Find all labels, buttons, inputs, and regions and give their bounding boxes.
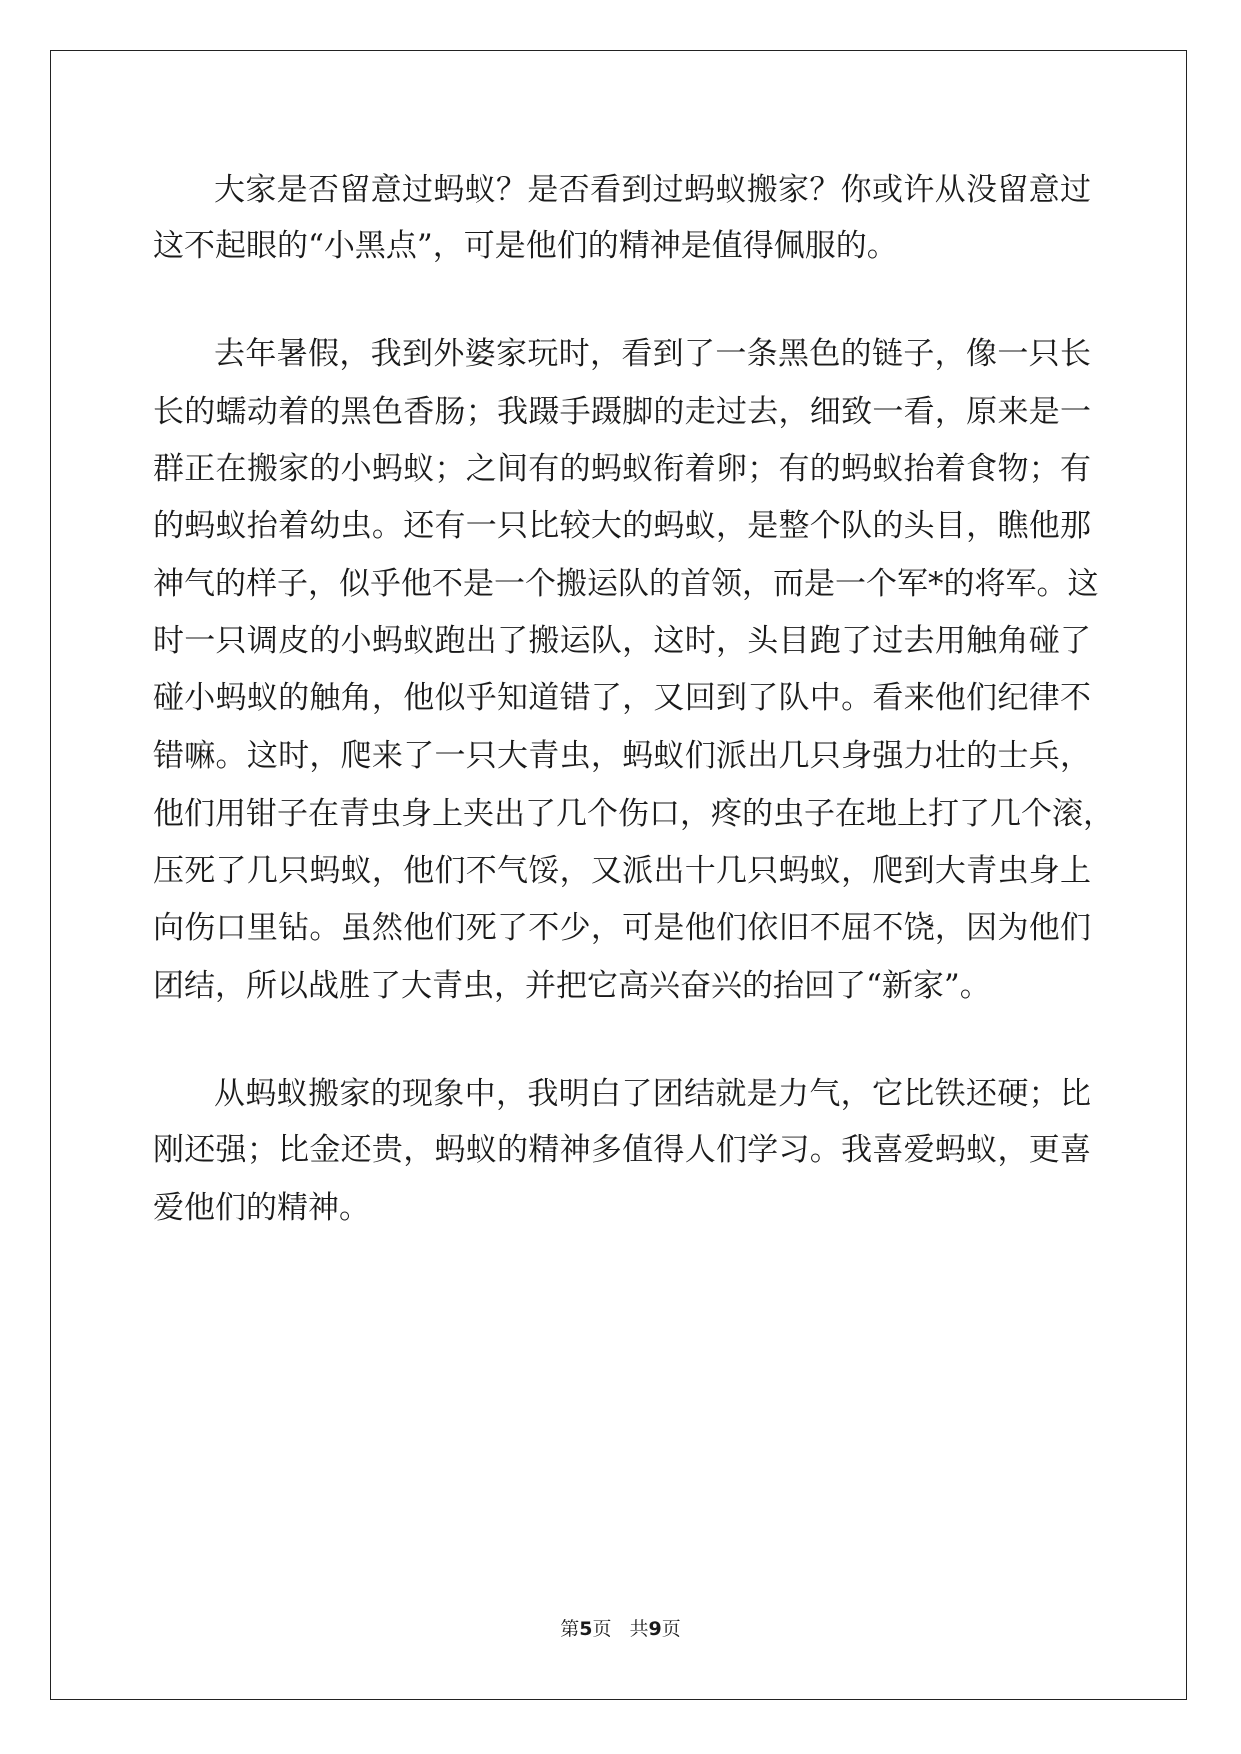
paragraph-3-line-1: 从蚂蚁搬家的现象中，我明白了团结就是力气，它比铁还硬；比 (214, 1076, 1091, 1112)
paragraph-2-line-10: 压死了几只蚂蚁，他们不气馁，又派出十几只蚂蚁，爬到大青虫身上 (153, 853, 1091, 889)
page-number-label: 第5页 (560, 1618, 612, 1640)
paragraph-2-line-4: 的蚂蚁抬着幼虫。还有一只比较大的蚂蚁，是整个队的头目，瞧他那 (153, 508, 1091, 544)
paragraph-3-line-3: 爱他们的精神。 (153, 1190, 370, 1226)
paragraph-2-line-12: 团结，所以战胜了大青虫，并把它高兴奋兴的抬回了“新家”。 (153, 968, 991, 1004)
paragraph-2-line-2: 长的蠕动着的黑色香肠；我蹑手蹑脚的走过去，细致一看，原来是一 (153, 394, 1091, 430)
paragraph-2-line-5: 神气的样子，似乎他不是一个搬运队的首领，而是一个军*的将军。这 (153, 566, 1099, 602)
paragraph-2-line-6: 时一只调皮的小蚂蚁跑出了搬运队，这时，头目跑了过去用触角碰了 (153, 623, 1091, 659)
page-footer (0, 1614, 1241, 1641)
paragraph-2-line-1: 去年暑假，我到外婆家玩时，看到了一条黑色的链子，像一只长 (214, 336, 1091, 372)
paragraph-2-line-7: 碰小蚂蚁的触角，他似乎知道错了，又回到了队中。看来他们纪律不 (153, 680, 1091, 716)
paragraph-2-line-11: 向伤口里钻。虽然他们死了不少，可是他们依旧不屈不饶，因为他们 (153, 910, 1091, 946)
paragraph-2-line-9: 他们用钳子在青虫身上夹出了几个伤口，疼的虫子在地上打了几个滚， (153, 796, 1114, 832)
paragraph-2-line-8: 错嘛。这时，爬来了一只大青虫，蚂蚁们派出几只身强力壮的士兵， (153, 738, 1091, 774)
paragraph-2-line-3: 群正在搬家的小蚂蚁；之间有的蚂蚁衔着卵；有的蚂蚁抬着食物；有 (153, 451, 1091, 487)
total-pages-label: 共9页 (629, 1618, 681, 1640)
paragraph-1-line-1: 大家是否留意过蚂蚁？是否看到过蚂蚁搬家？你或许从没留意过 (214, 172, 1091, 208)
paragraph-1-line-2: 这不起眼的“小黑点”，可是他们的精神是值得佩服的。 (153, 228, 898, 264)
paragraph-3-line-2: 刚还强；比金还贵，蚂蚁的精神多值得人们学习。我喜爱蚂蚁，更喜 (153, 1132, 1091, 1168)
